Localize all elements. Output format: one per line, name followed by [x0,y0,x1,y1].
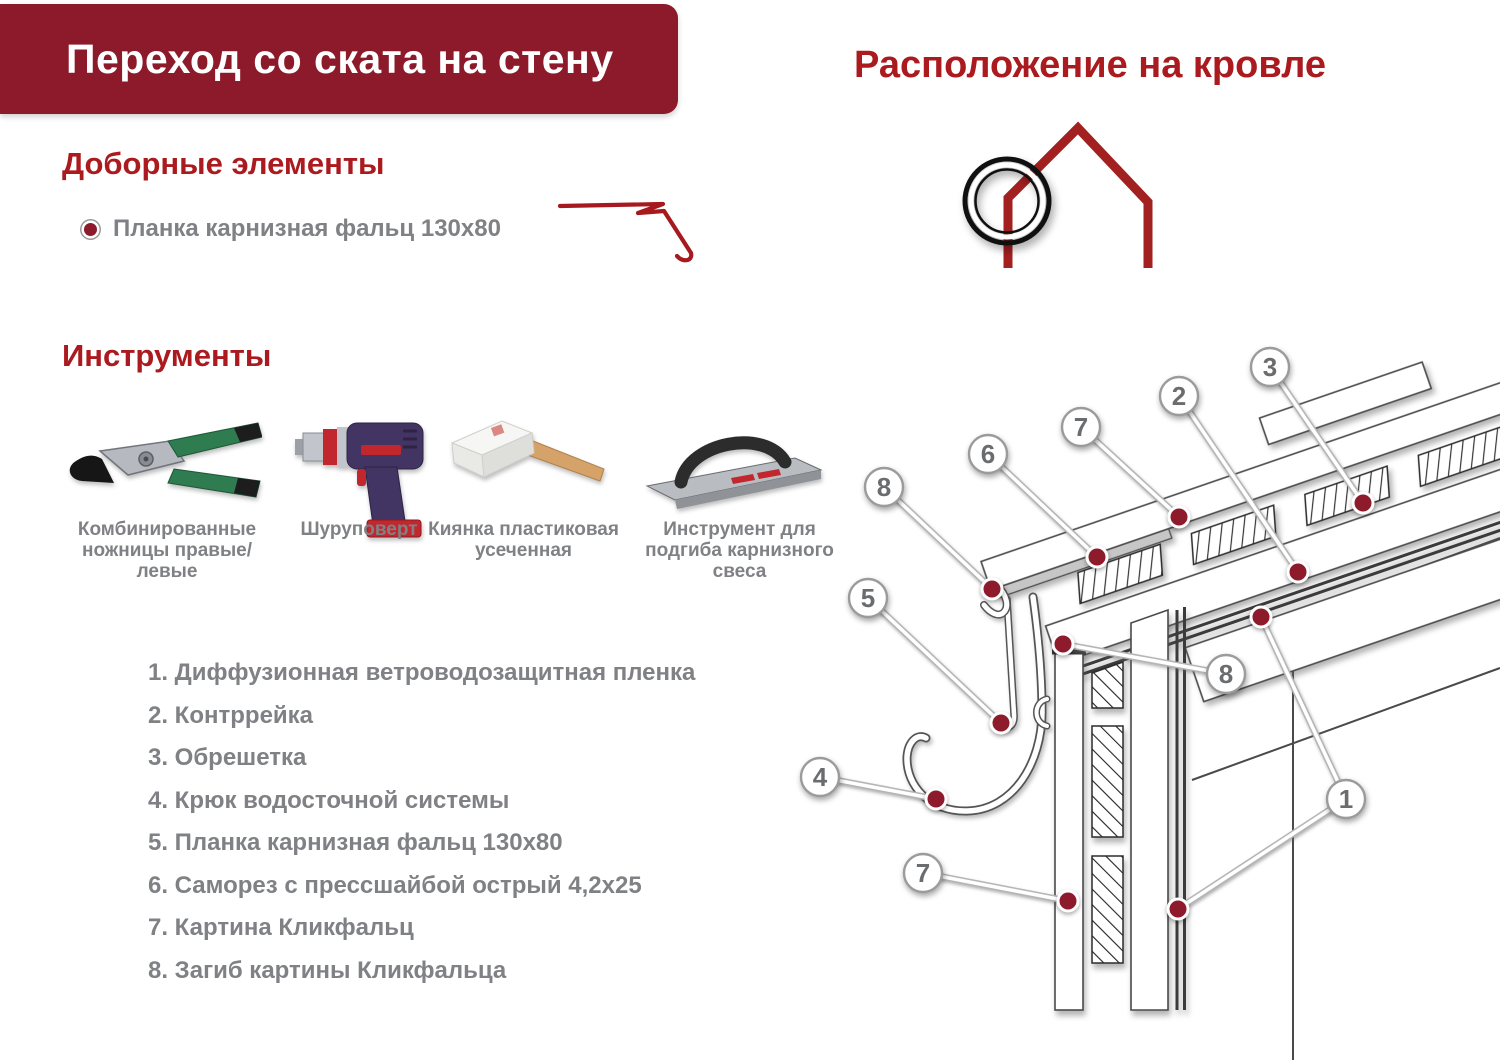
svg-text:6: 6 [980,439,996,469]
callout-3 [1251,348,1289,386]
svg-text:8: 8 [1218,659,1234,689]
tool-label-mallet: Киянка пластиковая усеченная [428,519,619,561]
tool-label-snips: Комбинированные ножницы правые/левые [77,519,257,582]
wall-layers [1052,607,1185,1010]
wall-panel-strip [1055,652,1083,1010]
marker-dot [1087,547,1107,567]
legend-item: 7. Картина Кликфальц [148,914,414,941]
tool-label-drill: Шуруповерт [300,519,418,540]
callout-8 [865,468,903,506]
accessory-item-row [84,215,501,243]
svg-text:4: 4 [812,762,828,792]
svg-text:1: 1 [1338,784,1354,814]
house-outline-icon [930,95,1190,285]
page-title: Переход со ската на стену [66,35,614,82]
marker-dot [1168,899,1188,919]
marker-dot [1251,607,1271,627]
house-roofline [1008,128,1148,268]
legend-item: 1. Диффузионная ветроводозащитная пленка [148,659,696,686]
marker-dot [1353,493,1373,513]
marker-dot [1053,634,1073,654]
heading-roof-location: Расположение на кровле [854,44,1326,86]
callout-5 [849,579,887,617]
heading-tools: Инструменты [62,338,272,373]
legend-item: 5. Планка карнизная фальц 130х80 [148,829,563,856]
title-banner [0,4,678,114]
heading-accessories: Доборные элементы [62,146,385,181]
legend-item: 4. Крюк водосточной системы [148,786,510,814]
svg-text:7: 7 [915,858,931,888]
accessory-item-label: Планка карнизная фальц 130х80 [113,215,501,242]
marker-dot [982,579,1002,599]
svg-text:7: 7 [1073,412,1089,442]
callout-7 [1062,408,1100,446]
callout-8b [1207,655,1245,693]
marker-dot [926,789,946,809]
tool-label-bender: Инструмент для подгиба карнизного свеса [645,519,834,582]
marker-dot [991,713,1011,733]
tin-snips-icon [62,417,262,517]
legend-item: 6. Саморез с прессшайбой острый 4,2х25 [148,871,642,899]
plastic-mallet-icon [440,413,615,508]
legend-item: 2. Контррейка [148,701,314,729]
callout-2 [1160,377,1198,415]
marker-dot [1058,891,1078,911]
wall-board [1131,610,1168,1010]
eaves-strip-profile-icon [545,183,715,278]
marker-dot [1169,507,1189,527]
legend-item: 8. Загиб картины Кликфальца [148,956,507,984]
legend-list [148,652,695,992]
eaves-section-diagram [790,330,1500,1060]
drill-icon [295,393,430,538]
svg-text:3: 3 [1262,352,1278,382]
callout-1 [1327,780,1365,818]
marker-dot [1288,562,1308,582]
eaves-strip-drip-edge [1000,599,1014,728]
callout-6 [969,435,1007,473]
callout-4 [801,758,839,796]
svg-text:5: 5 [860,583,876,613]
wall-batten-blocks [1092,662,1123,963]
callout-7b [904,854,942,892]
svg-text:2: 2 [1171,381,1187,411]
svg-text:8: 8 [876,472,892,502]
legend-item: 3. Обрешетка [148,744,307,771]
bullet-dot-icon [84,223,97,236]
